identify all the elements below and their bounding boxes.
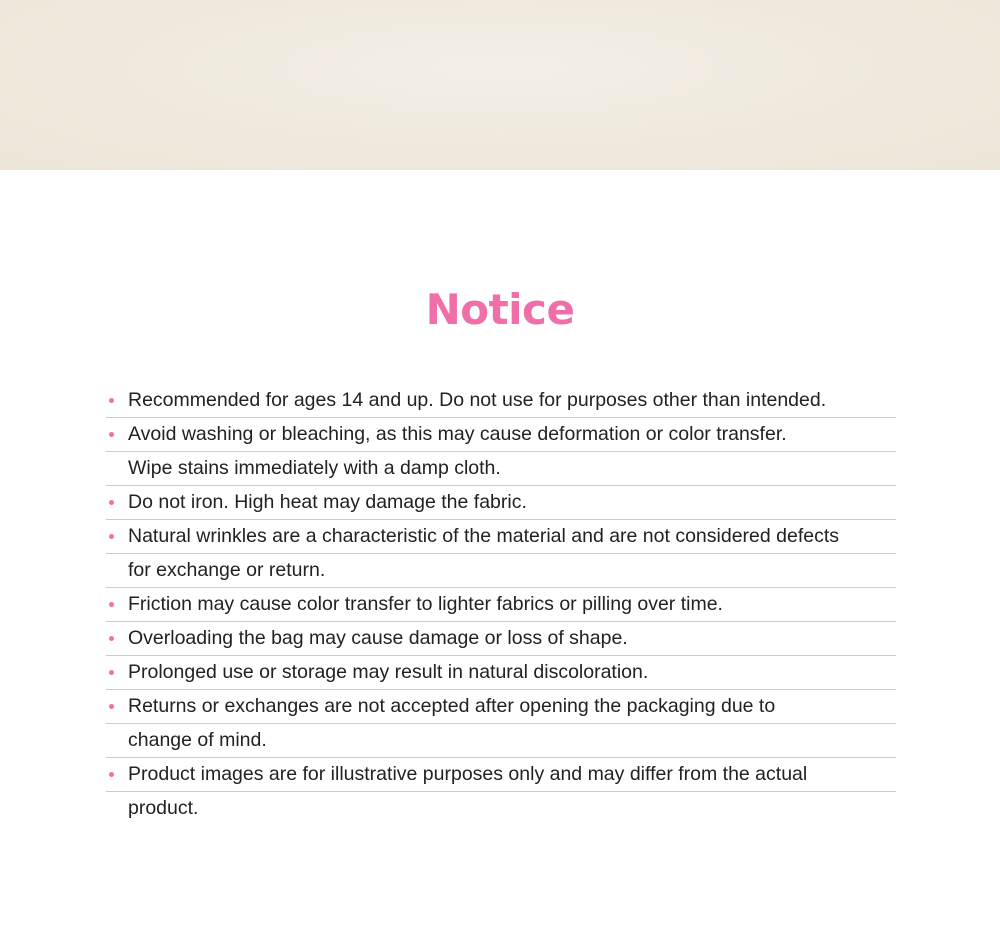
list-item-text: Overloading the bag may cause damage or loss of shape.	[128, 627, 628, 649]
list-item	[106, 384, 896, 418]
list-item-text: Natural wrinkles are a characteristic of the material and are not considered defects	[128, 525, 840, 547]
bullet-icon	[109, 636, 114, 641]
list-item-text: for exchange or return.	[128, 559, 326, 581]
bullet-icon	[109, 772, 114, 777]
list-item	[106, 418, 896, 452]
list-item	[106, 656, 896, 690]
list-item-text: Prolonged use or storage may result in natural discoloration.	[128, 661, 649, 683]
list-item	[106, 622, 896, 656]
bullet-icon	[109, 534, 114, 539]
page-title: Notice	[425, 285, 575, 334]
list-item-continuation	[106, 452, 896, 486]
list-item-continuation	[106, 724, 896, 758]
list-item-continuation	[106, 792, 896, 826]
bullet-icon	[109, 432, 114, 437]
list-item	[106, 758, 896, 792]
list-item-continuation	[106, 554, 896, 588]
list-item-text: change of mind.	[128, 729, 267, 751]
list-item-text: Avoid washing or bleaching, as this may cause deformation or color transfer.	[128, 423, 787, 445]
list-item-text: Wipe stains immediately with a damp cloth.	[128, 457, 501, 479]
list-item	[106, 520, 896, 554]
bullet-icon	[109, 670, 114, 675]
list-item-text: Returns or exchanges are not accepted after opening the packaging due to	[128, 695, 776, 717]
list-item-text: Product images are for illustrative purposes only and may differ from the actual	[128, 763, 808, 785]
bullet-icon	[109, 398, 114, 403]
list-item-text: Friction may cause color transfer to lighter fabrics or pilling over time.	[128, 593, 723, 615]
top-banner-image	[0, 0, 1000, 170]
notice-list	[106, 384, 896, 826]
bullet-icon	[109, 704, 114, 709]
bullet-icon	[109, 500, 114, 505]
bullet-icon	[109, 602, 114, 607]
list-item	[106, 690, 896, 724]
list-item	[106, 486, 896, 520]
list-item-text: Recommended for ages 14 and up. Do not use for purposes other than intended.	[128, 389, 827, 411]
list-item-text: product.	[128, 797, 199, 819]
list-item	[106, 588, 896, 622]
list-item-text: Do not iron. High heat may damage the fabric.	[128, 491, 527, 513]
